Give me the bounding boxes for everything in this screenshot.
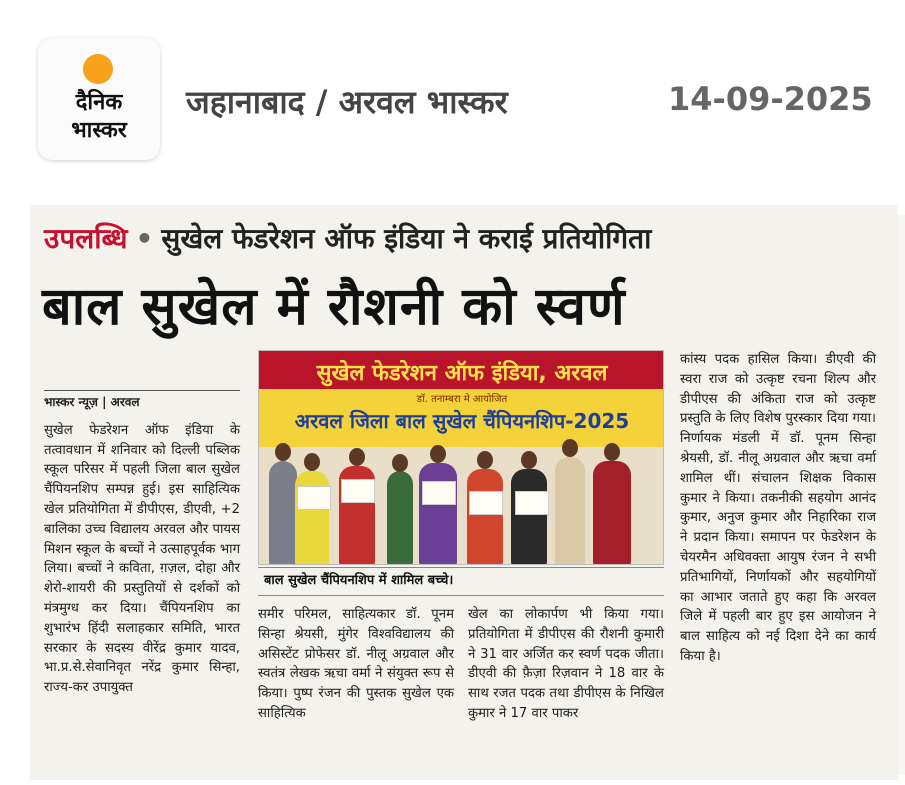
kicker-text: सुखेल फेडरेशन ऑफ इंडिया ने कराई प्रतियोगिता (161, 222, 652, 255)
photo-caption: बाल सुखेल चैंपियनशिप में शामिल बच्चे। (258, 567, 664, 589)
photo-banner-top-text: सुखेल फेडरेशन ऑफ इंडिया, अरवल (316, 361, 608, 386)
kicker-bullet: • (135, 222, 154, 255)
person-figure (269, 461, 297, 565)
article-column-1 (44, 390, 240, 698)
person-head (304, 453, 320, 471)
person-head (392, 454, 408, 472)
article-column-2b (468, 605, 664, 724)
article-column-2a (258, 605, 454, 724)
person-figure (387, 471, 413, 565)
photo-banner-sub: डॉ. तनाम्बरा मे आयोजित (416, 394, 508, 405)
column-3-text: कांस्य पदक हासिल किया। डीएवी की स्वरा राज को उत्कृष्ट रचना शिल्प और डीपीएस की अंकिता राज को उत्कृष्ट प्रस्तुति के लिए विशेष पुरस्कार दिया गया। निर्णायक मंडली में डॉ. पूनम सिन्हा श्रेयसी, डॉ. नीलू अग्रवाल और ऋचा वर्मा शामिल थीं। संचालन शिक्षक विकास कुमार ने किया। तकनीकी सहयोग आनंद कुमार, अनुज कुमार और निहारिका राज ने प्रदान किया। समापन पर फेडरेशन के चेयरमैन अधिवक्ता आयुष रंजन ने सभी प्रतिभागियों, निर्णायकों और सहयोगियों का आभार जताते हुए कहा कि अरवल जिले में पहली बार हुए इस आयोजन ने बाल साहित्य को नई दिशा देने का कार्य किया है। (680, 352, 876, 664)
person-head (430, 445, 446, 463)
logo-text-line2: भास्कर (71, 118, 127, 143)
person-figure (467, 469, 503, 565)
person-figure (593, 461, 631, 565)
edition-title: जहानाबाद / अरवल भास्कर (186, 83, 508, 121)
person-figure (511, 469, 547, 565)
byline: भास्कर न्यूज़ | अरवल (44, 390, 240, 413)
certificate (422, 481, 456, 505)
column-1-text: सुखेल फेडरेशन ऑफ इंडिया के तत्वावधान में शनिवार को दिल्ली पब्लिक स्कूल परिसर में पहली जिला बाल सुखेल चैंपियनशिप सम्पन्न हुई। इस साहित्यिक खेल प्रतियोगिता में डीपीएस, डीएवी, +2 बालिका उच्च विद्यालय अरवल और पायस मिशन स्कूल के बच्चों ने उत्साहपूर्वक भाग लिया। बच्चों ने कविता, ग़ज़ल, दोहा और शेरो-शायरी की प्रस्तुतियों से दर्शकों को मंत्रमुग्ध कर दिया। चैंपियनशिप का शुभारंभ हिंदी सलाहकार समिति, भारत सरकार के सदस्य वीरेंद्र कुमार यादव, भा.प्र.से.सेवानिवृत नरेंद्र कुमार सिन्हा, राज्य-कर उपायुक्त (44, 422, 240, 696)
person-head (562, 439, 578, 457)
app-header (0, 0, 905, 190)
certificate (297, 486, 331, 510)
person-head (349, 448, 365, 466)
person-head (275, 443, 291, 461)
column-2b-text: खेल का लोकार्पण भी किया गया। प्रतियोगिता में डीपीएस की रौशनी कुमारी ने 31 वार अर्जित कर स्वर्ण पदक जीता। डीएवी की फ़ैज़ा रिज़वान ने 18 वार के साथ रजत पदक तथा डीपीएस के निखिल कुमार ने 17 वार पाकर (468, 607, 664, 721)
kicker-label: उपलब्धि (44, 222, 128, 255)
person-head (604, 443, 620, 461)
kicker (44, 219, 651, 257)
person-figure (555, 457, 585, 565)
article-column-3 (680, 350, 876, 667)
certificate (341, 479, 375, 503)
edition-date: 14-09-2025 (668, 80, 873, 118)
caption-divider (258, 595, 664, 596)
logo-text-line1: दैनिक (75, 90, 123, 115)
sun-icon (83, 54, 113, 84)
dainik-bhaskar-logo[interactable] (38, 38, 160, 160)
news-photo (258, 350, 664, 565)
person-figure (419, 463, 457, 565)
person-head (477, 451, 493, 469)
certificate (469, 491, 503, 515)
news-clipping (30, 205, 898, 780)
photo-banner-mid-text: अरवल जिला बाल सुखेल चैंपियनशिप-2025 (294, 409, 630, 433)
person-head (521, 451, 537, 469)
headline: बाल सुखेल में रौशनी को स्वर्ण (42, 277, 626, 337)
column-2a-text: समीर परिमल, साहित्यकार डॉ. पूनम सिन्हा श्रेयसी, मुंगेर विश्वविद्यालय की असिस्टेंट प्रोफेसर डॉ. नीलू अग्रवाल और स्वतंत्र लेखक ऋचा वर्मा ने संयुक्त रूप से किया। पुष्प रंजन की पुस्तक सुखेल एक साहित्यिक (258, 607, 454, 721)
certificate (515, 491, 549, 515)
